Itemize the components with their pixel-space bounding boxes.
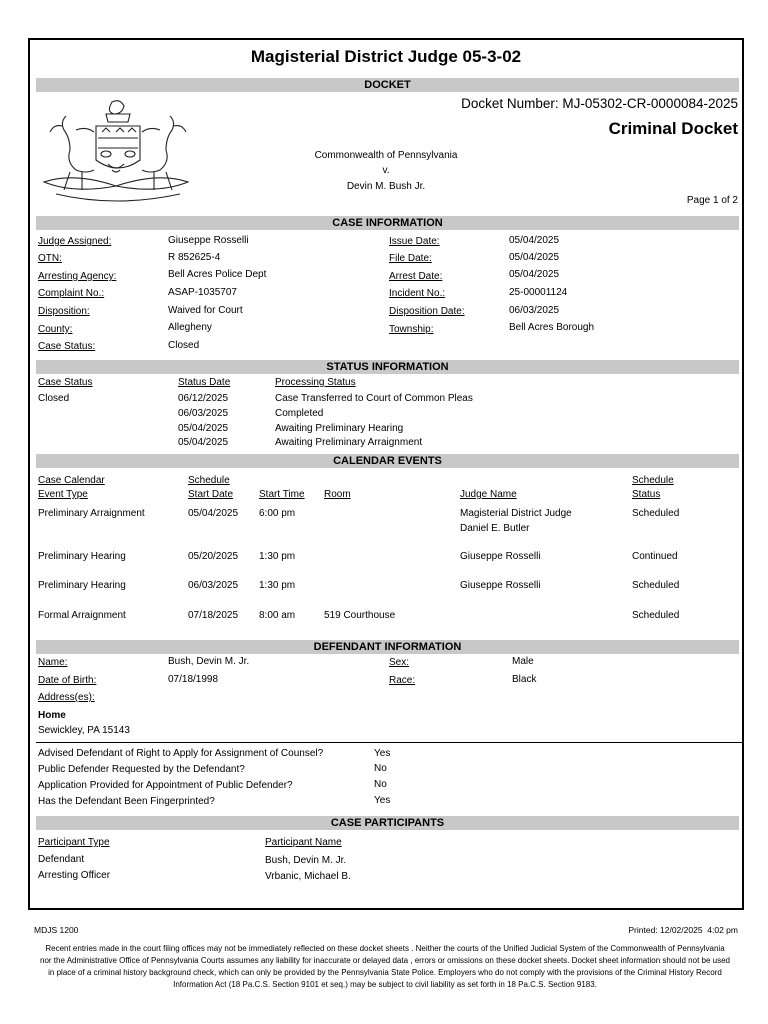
status-date: 05/04/2025 xyxy=(178,437,229,448)
event-status: Scheduled xyxy=(632,610,680,621)
form-id: MDJS 1200 xyxy=(34,925,79,935)
processing-status: Awaiting Preliminary Hearing xyxy=(275,423,404,434)
calendar-events-header: CALENDAR EVENTS xyxy=(36,454,739,468)
event-judge-line2: Daniel E. Butler xyxy=(460,523,530,534)
court-title: Magisterial District Judge 05-3-02 xyxy=(250,47,522,66)
issue-date-label: Issue Date: xyxy=(389,236,440,247)
question-answer: Yes xyxy=(374,748,391,759)
caption-versus: v. xyxy=(382,165,390,176)
disposition-date-label: Disposition Date: xyxy=(389,306,465,317)
participant-name: Vrbanic, Michael B. xyxy=(265,871,351,882)
section-divider xyxy=(36,742,743,743)
calendar-col-event-type: Event Type xyxy=(38,489,88,500)
event-status: Scheduled xyxy=(632,508,680,519)
dob-value: 07/18/1998 xyxy=(168,674,219,685)
docket-number: Docket Number: MJ-05302-CR-0000084-2025 xyxy=(461,96,738,111)
docket-header: DOCKET xyxy=(36,78,739,92)
file-date-label: File Date: xyxy=(389,253,432,264)
calendar-col-schedule: Schedule xyxy=(188,475,230,486)
address-value: Sewickley, PA 15143 xyxy=(38,725,130,736)
event-time: 8:00 am xyxy=(259,610,296,621)
calendar-col-judge-name: Judge Name xyxy=(460,489,517,500)
status-col-processing-status: Processing Status xyxy=(275,377,356,388)
question-text: Has the Defendant Been Fingerprinted? xyxy=(38,796,215,807)
case-status-value: Closed xyxy=(168,340,200,351)
otn-label: OTN: xyxy=(38,253,62,264)
question-text: Public Defender Requested by the Defendant? xyxy=(38,764,245,775)
judge-assigned-value: Giuseppe Rosselli xyxy=(168,235,249,246)
arrest-date-label: Arrest Date: xyxy=(389,271,443,282)
processing-status: Completed xyxy=(275,408,324,419)
calendar-col-start-date: Start Date xyxy=(188,489,234,500)
arrest-date-value: 05/04/2025 xyxy=(509,269,560,280)
caption-defendant: Devin M. Bush Jr. xyxy=(346,181,426,192)
race-value: Black xyxy=(512,674,537,685)
address-type: Home xyxy=(38,710,66,721)
status-date: 05/04/2025 xyxy=(178,423,229,434)
status-information-header: STATUS INFORMATION xyxy=(36,360,739,374)
question-answer: Yes xyxy=(374,795,391,806)
defendant-information-header: DEFENDANT INFORMATION xyxy=(36,640,739,654)
event-type: Formal Arraignment xyxy=(38,610,126,621)
caption-plaintiff: Commonwealth of Pennsylvania xyxy=(314,150,458,161)
status-date: 06/12/2025 xyxy=(178,393,229,404)
event-date: 07/18/2025 xyxy=(188,610,239,621)
otn-value: R 852625-4 xyxy=(168,252,221,263)
question-text: Advised Defendant of Right to Apply for Assignment of Counsel? xyxy=(38,748,324,759)
event-time: 6:00 pm xyxy=(259,508,296,519)
event-judge: Magisterial District Judge xyxy=(460,508,572,519)
race-label: Race: xyxy=(389,675,416,686)
event-type: Preliminary Hearing xyxy=(38,580,126,591)
file-date-value: 05/04/2025 xyxy=(509,252,560,263)
status-case-status-value: Closed xyxy=(38,393,70,404)
event-date: 05/04/2025 xyxy=(188,508,239,519)
status-col-case-status: Case Status xyxy=(38,377,93,388)
defendant-name-label: Name: xyxy=(38,657,68,668)
disposition-date-value: 06/03/2025 xyxy=(509,305,560,316)
complaint-no-label: Complaint No.: xyxy=(38,288,105,299)
event-status: Scheduled xyxy=(632,580,680,591)
event-date: 05/20/2025 xyxy=(188,551,239,562)
event-type: Preliminary Arraignment xyxy=(38,508,145,519)
participant-type: Defendant xyxy=(38,854,85,865)
event-judge: Giuseppe Rosselli xyxy=(460,580,541,591)
docket-type: Criminal Docket xyxy=(608,119,738,138)
question-answer: No xyxy=(374,779,387,790)
disposition-label: Disposition: xyxy=(38,306,90,317)
case-participants-header: CASE PARTICIPANTS xyxy=(36,816,739,830)
complaint-no-value: ASAP-1035707 xyxy=(168,287,237,298)
judge-assigned-label: Judge Assigned: xyxy=(38,236,112,247)
arresting-agency-value: Bell Acres Police Dept xyxy=(168,269,267,280)
participants-col-type: Participant Type xyxy=(38,837,110,848)
docket-frame xyxy=(28,38,744,910)
event-judge: Giuseppe Rosselli xyxy=(460,551,541,562)
participant-type: Arresting Officer xyxy=(38,870,111,881)
disclaimer-text: Recent entries made in the court filing offices may not be immediately reflected on these docket sheets . Neither the courts of the Unified Judicial System of the Commonwealth of Pennsylvania nor the Administrative Office of Pennsylvania Courts assumes any liability for inaccurate or delayed data , errors or omissions on these docket sheets. Docket sheet information should not be used in place of a criminal history background check, which can only be provided by the Pennsylvania State Police. Employers who do not comply with the provisions of the Criminal History Record Information Act (18 Pa.C.S. Section 9101 et seq.) may be subject to civil liability as set forth in 18 Pa.C.S. Section 9183. xyxy=(40,944,730,989)
processing-status: Case Transferred to Court of Common Pleas xyxy=(275,393,473,404)
dob-label: Date of Birth: xyxy=(38,675,97,686)
event-type: Preliminary Hearing xyxy=(38,551,126,562)
case-status-label: Case Status: xyxy=(38,341,96,352)
township-value: Bell Acres Borough xyxy=(509,322,595,333)
participants-col-name: Participant Name xyxy=(265,837,342,848)
disposition-value: Waived for Court xyxy=(168,305,243,316)
county-label: County: xyxy=(38,324,73,335)
calendar-col-room: Room xyxy=(324,489,351,500)
participant-name: Bush, Devin M. Jr. xyxy=(265,855,347,866)
county-value: Allegheny xyxy=(168,322,212,333)
event-time: 1:30 pm xyxy=(259,551,296,562)
township-label: Township: xyxy=(389,324,434,335)
event-date: 06/03/2025 xyxy=(188,580,239,591)
event-status: Continued xyxy=(632,551,678,562)
calendar-col-schedule-status-top: Schedule xyxy=(632,475,674,486)
case-information-header: CASE INFORMATION xyxy=(36,216,739,230)
sex-value: Male xyxy=(512,656,534,667)
issue-date-value: 05/04/2025 xyxy=(509,235,560,246)
question-answer: No xyxy=(374,763,387,774)
printed-timestamp: Printed: 12/02/2025 4:02 pm xyxy=(628,925,738,935)
calendar-col-start-time: Start Time xyxy=(259,489,305,500)
page-info: Page 1 of 2 xyxy=(686,195,738,206)
calendar-col-case-calendar: Case Calendar xyxy=(38,475,105,486)
calendar-col-status: Status xyxy=(632,489,661,500)
status-col-status-date: Status Date xyxy=(178,377,231,388)
arresting-agency-label: Arresting Agency: xyxy=(38,271,117,282)
event-room: 519 Courthouse xyxy=(324,610,396,621)
incident-no-label: Incident No.: xyxy=(389,288,446,299)
sex-label: Sex: xyxy=(389,657,410,668)
address-label: Address(es): xyxy=(38,692,95,703)
defendant-name-value: Bush, Devin M. Jr. xyxy=(168,656,250,667)
processing-status: Awaiting Preliminary Arraignment xyxy=(275,437,423,448)
event-time: 1:30 pm xyxy=(259,580,296,591)
question-text: Application Provided for Appointment of Public Defender? xyxy=(38,780,293,791)
status-date: 06/03/2025 xyxy=(178,408,229,419)
incident-no-value: 25-00001124 xyxy=(509,287,568,298)
